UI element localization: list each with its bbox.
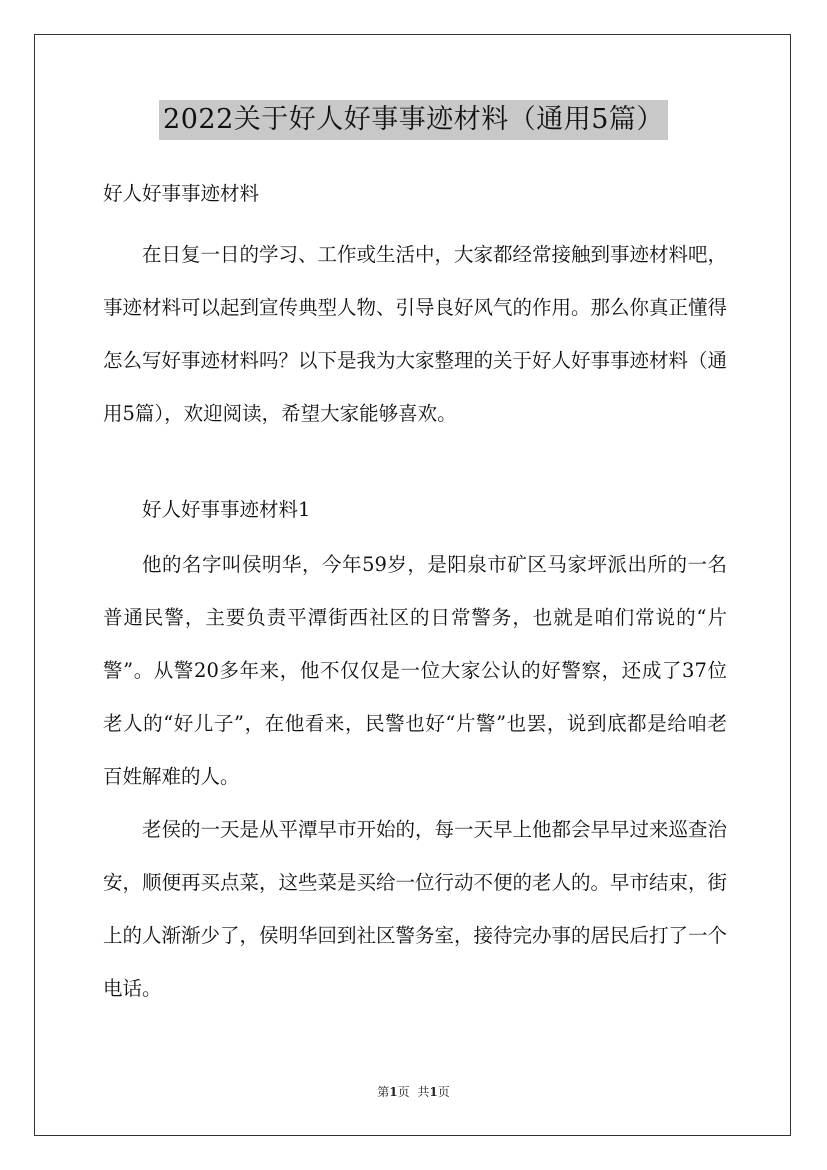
section-title: 好人好事事迹材料1 — [142, 498, 311, 521]
page-footer — [0, 1083, 827, 1100]
intro-paragraph: 在日复一日的学习、工作或生活中，大家都经常接触到事迹材料吧，事迹材料可以起到宣传典型人物、引导良好风气的作用。那么你真正懂得怎么写好事迹材料吗？以下是我为大家整理的关于好人好事事迹材料（通用5篇），欢迎阅读，希望大家能够喜欢。 — [103, 243, 728, 425]
page-suffix: 页 — [397, 1085, 410, 1099]
document-subheading: 好人好事事迹材料 — [103, 182, 260, 205]
body-paragraph-2: 老侯的一天是从平潭早市开始的，每一天早上他都会早早过来巡查治安，顺便再买点菜，这些菜是买给一位行动不便的老人的。早市结束，街上的人渐渐少了，侯明华回到社区警务室，接待完办事的居民后打了一个电话。 — [103, 818, 728, 1000]
document-body — [103, 174, 727, 1015]
page-prefix: 第 — [377, 1085, 390, 1099]
total-pages: 1 — [429, 1085, 438, 1099]
total-prefix: 共 — [417, 1085, 430, 1099]
page-number: 1 — [389, 1085, 398, 1099]
document-title: 2022关于好人好事事迹材料（通用5篇） — [159, 100, 668, 140]
title-wrap — [0, 100, 827, 140]
section-gap — [103, 440, 727, 490]
total-suffix: 页 — [437, 1085, 450, 1099]
body-paragraph-1: 他的名字叫侯明华，今年59岁，是阳泉市矿区马家坪派出所的一名普通民警，主要负责平潭街西社区的日常警务，也就是咱们常说的“片警”。从警20多年来，他不仅仅是一位大家公认的好警察，还成了37位老人的“好儿子”，在他看来，民警也好“片警”也罢，说到底都是给咱老百姓解难的人。 — [103, 553, 727, 788]
